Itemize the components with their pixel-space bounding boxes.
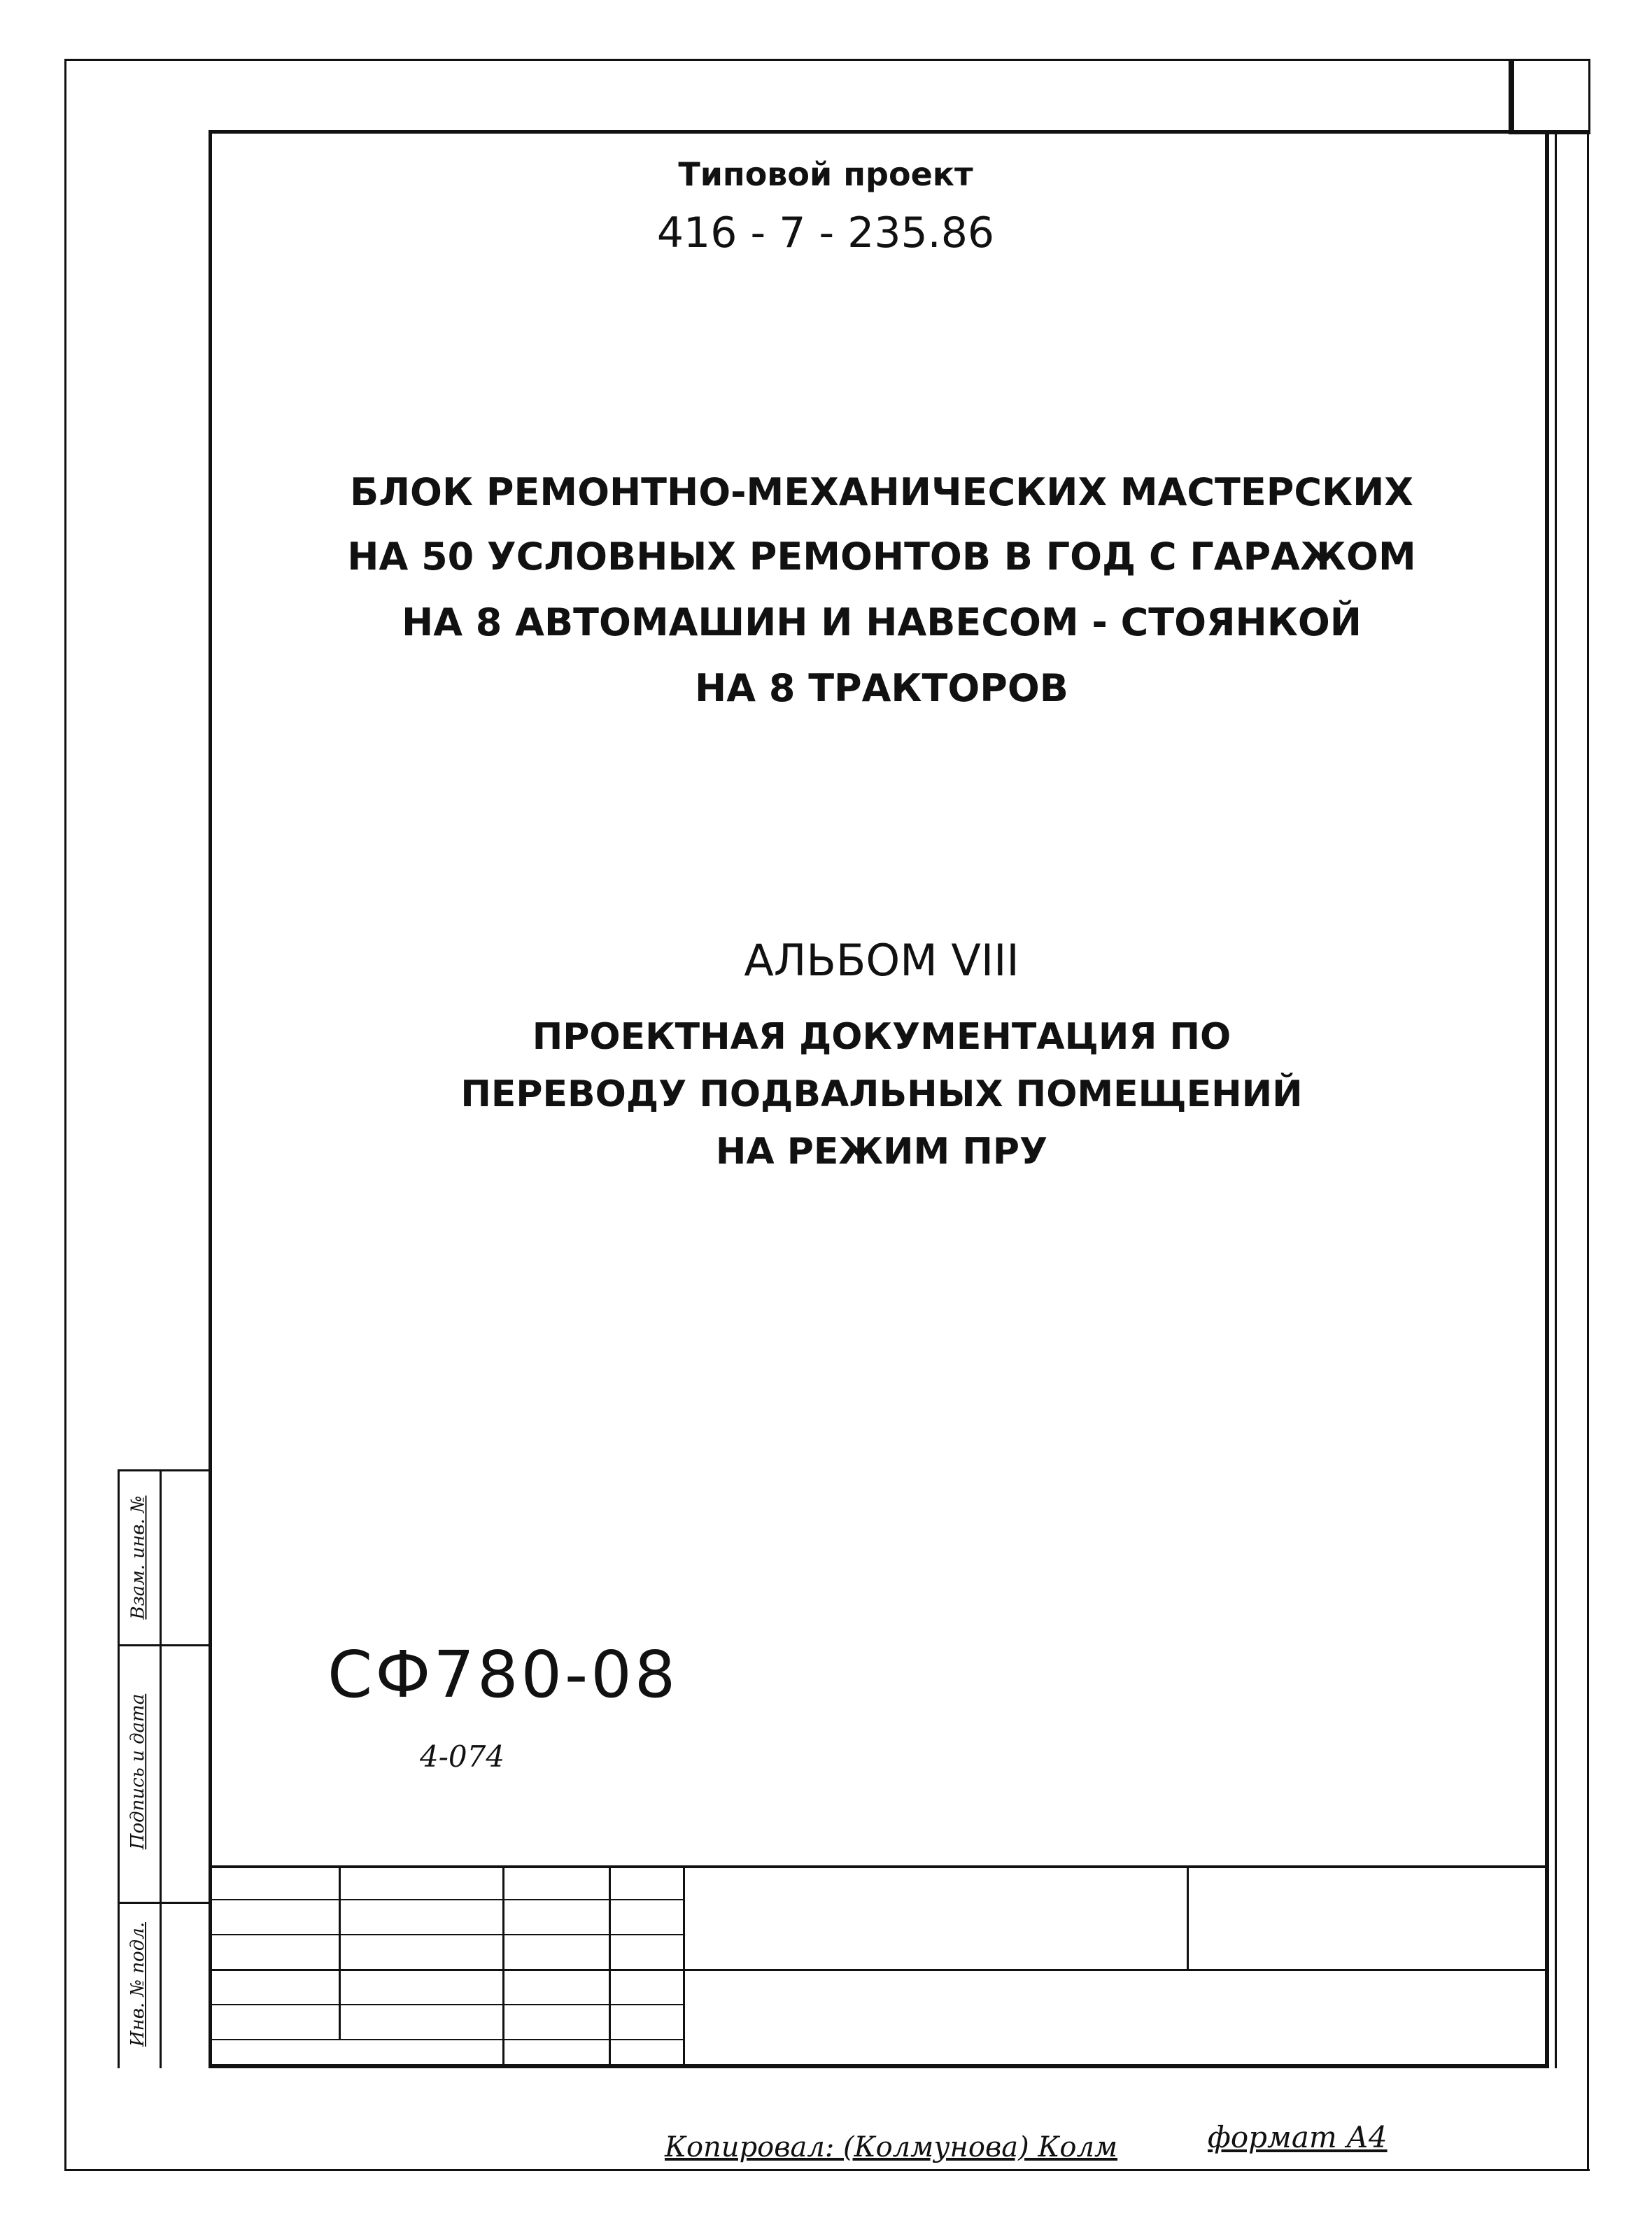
stamp-vertical-4 xyxy=(683,1865,685,2068)
project-number: 416 - 7 - 235.86 xyxy=(656,209,995,257)
outer-border-right-lower xyxy=(1587,134,1589,2170)
inner-frame-right-double xyxy=(1555,130,1557,2068)
stamp-vertical-3 xyxy=(609,1865,611,2068)
side-stamp-top xyxy=(118,1469,211,1471)
side-label-bottom-text: Инв. № подл. xyxy=(127,1921,148,2047)
corner-box-left xyxy=(1509,59,1514,133)
document-code: СФ780-08 xyxy=(327,1637,679,1712)
stamp-row-3 xyxy=(209,1969,1549,1971)
stamp-row-2 xyxy=(209,1934,684,1935)
side-label-replacement-inv xyxy=(120,1488,155,1627)
side-stamp-div-2 xyxy=(118,1902,211,1904)
inner-frame-bottom xyxy=(209,2064,1549,2068)
document-code-sub: 4-074 xyxy=(420,1739,505,1774)
project-type-label: Типовой проект xyxy=(678,155,973,193)
side-label-middle-text: Подпись и дата xyxy=(127,1693,149,1850)
stamp-vertical-5 xyxy=(1187,1865,1189,1970)
stamp-row-4 xyxy=(209,2004,684,2005)
inner-frame-top xyxy=(209,130,1586,134)
outer-border-bottom xyxy=(64,2169,1590,2171)
title-line-3: НА 8 АВТОМАШИН И НАВЕСОМ - СТОЯНКОЙ xyxy=(402,600,1362,644)
stamp-vertical-2 xyxy=(502,1865,504,2068)
footer-copied-by: Копировал: (Колмунова) Колм xyxy=(665,2131,1118,2163)
outer-border-left xyxy=(64,59,66,2170)
side-stamp-mid xyxy=(160,1469,162,2068)
footer-format: формат А4 xyxy=(1208,2120,1388,2154)
side-label-original-inv xyxy=(120,1914,155,2054)
outer-border-top xyxy=(64,59,1590,61)
side-label-signature-date xyxy=(120,1693,155,1850)
stamp-row-1 xyxy=(209,1899,684,1900)
stamp-vertical-1 xyxy=(339,1865,341,2040)
album-desc-line-3: НА РЕЖИМ ПРУ xyxy=(715,1131,1048,1173)
album-label: АЛЬБОМ VIII xyxy=(744,935,1019,986)
side-stamp-div-1 xyxy=(118,1644,211,1646)
stamp-top xyxy=(209,1865,1549,1868)
side-label-top-text: Взам. инв. № xyxy=(127,1495,149,1620)
album-desc-line-2: ПЕРЕВОДУ ПОДВАЛЬНЫХ ПОМЕЩЕНИЙ xyxy=(460,1073,1303,1115)
title-line-1: БЛОК РЕМОНТНО-МЕХАНИЧЕСКИХ МАСТЕРСКИХ xyxy=(350,470,1413,514)
stamp-row-5 xyxy=(209,2039,684,2040)
title-line-4: НА 8 ТРАКТОРОВ xyxy=(695,666,1068,710)
album-desc-line-1: ПРОЕКТНАЯ ДОКУМЕНТАЦИЯ ПО xyxy=(532,1016,1231,1058)
side-stamp-left xyxy=(118,1469,120,2068)
outer-border-right-upper xyxy=(1588,59,1590,134)
title-line-2: НА 50 УСЛОВНЫХ РЕМОНТОВ В ГОД С ГАРАЖОМ xyxy=(347,535,1416,579)
